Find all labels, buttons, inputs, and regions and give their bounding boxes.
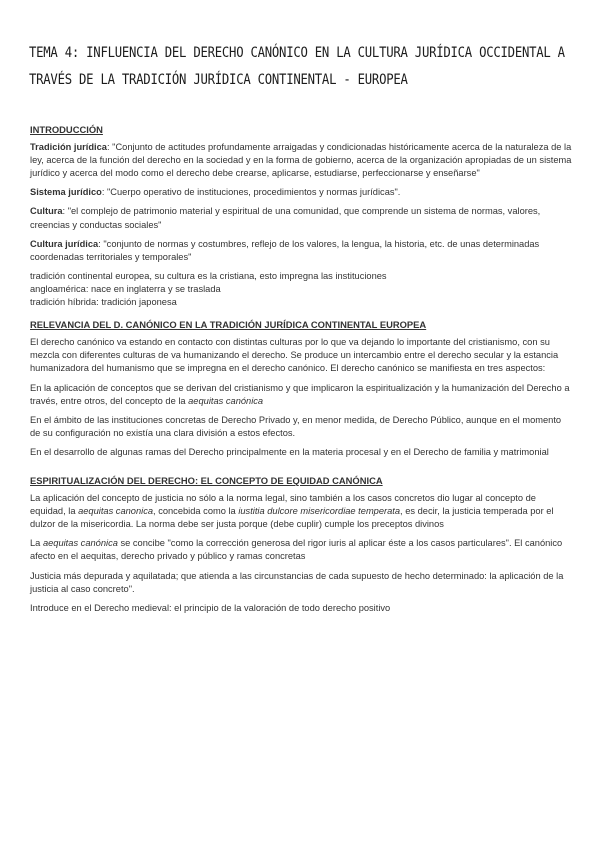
definition-text: : "el complejo de patrimonio material y espiritual de una comunidad, que comprende un sistema de normas, valores, creencias y conductas sociales": [30, 206, 541, 230]
definition-cultura: [30, 205, 573, 231]
paragraph-text: La aplicación del concepto de justicia no sólo a la norma legal, sino también a los casos concretos dio lugar al concepto de equidad, la: [30, 493, 536, 517]
paragraph: En el ámbito de las instituciones concretas de Derecho Privado y, en menor medida, de Derecho Público, aunque en el momento de su configuración no existía una clara división a estos efectos.: [30, 414, 562, 438]
paragraph: El derecho canónico va estando en contacto con distintas culturas por lo que va dejando lo importante del cristianismo, con su mezcla con diferentes culturas de va humanizando el derecho. Se produce un intercambio entre el derecho secular y la estancia humanizadora del humanismo que se impregna en el derecho canónico. El derecho canónico se manifiesta en tres aspectos:: [30, 337, 559, 374]
definition-cultura-juridica: [30, 238, 573, 264]
term: Cultura: [30, 206, 63, 217]
note-line: tradición híbrida: tradición japonesa: [30, 297, 177, 308]
paragraph: En el desarrollo de algunas ramas del Derecho principalmente en la materia procesal y en el Derecho de familia y matrimonial: [30, 446, 549, 457]
paragraph-text: , es decir, la justicia temperada por el dulzor de la misericordia. La norma debe ser justa porque (debe cuplir) cumple los preceptos divinos: [30, 506, 554, 530]
paragraph-text: En la aplicación de conceptos que se derivan del cristianismo y que implicaron la espiritualización y la humanización del Derecho a través, entre otros, del concepto de la: [30, 382, 570, 406]
paragraph: [30, 492, 573, 531]
section-heading-relevancia: RELEVANCIA DEL D. CANÓNICO EN LA TRADICIÓN JURÍDICA CONTINENTAL EUROPEA: [30, 319, 427, 331]
term: Sistema jurídico: [30, 187, 102, 198]
italic-term: aequitas canónica: [188, 395, 264, 406]
document-body: [30, 123, 573, 621]
page-title: [29, 40, 579, 94]
note-line: angloamérica: nace en inglaterra y se traslada: [30, 283, 221, 294]
paragraph-text: , concebida como la: [153, 506, 239, 517]
section-heading-introduccion: INTRODUCCIÓN: [30, 124, 103, 135]
paragraph: [30, 537, 573, 563]
paragraph: Justicia más depurada y aquilatada; que atienda a las circunstancias de cada supuesto de hecho determinado: la aplicación de la justicia al caso concreto".: [30, 570, 564, 594]
term: Cultura jurídica: [30, 238, 99, 249]
definition-text: : "conjunto de normas y costumbres, reflejo de los valores, la lengua, la historia, etc. de unas determinadas coordenadas territoriales y temporales": [30, 238, 540, 262]
paragraph-text: se concibe "como la corrección generosa del rigor iuris al aplicar éste a los casos particulares". El canónico afecto en el aequitas, derecho privado y público y ramas concretas: [30, 538, 563, 562]
term: Tradición jurídica: [30, 142, 107, 153]
italic-term: aequitas canónica: [42, 538, 118, 549]
italic-term: aequitas canonica: [78, 506, 154, 517]
paragraph: Introduce en el Derecho medieval: el principio de la valoración de todo derecho positivo: [30, 602, 391, 613]
definition-tradicion-juridica: [30, 141, 573, 180]
definition-sistema-juridico: [30, 186, 573, 199]
title-line-1: TEMA 4: INFLUENCIA DEL DERECHO CANÓNICO EN LA CULTURA JURÍDICA OCCIDENTAL A: [29, 45, 565, 61]
definition-text: : "Conjunto de actitudes profundamente arraigadas y condicionadas históricamente acerca de la naturaleza de la ley, acerca de la función del derecho en la sociedad y en la forma de gobierno, acerca de la organización apropiadas de un sistema jurídico y acerca del modo como el derecho debe crearse, aplicarse, estudiarse, perfeccionarse y enseñarse": [30, 142, 572, 179]
italic-term: iustitia dulcore misericordiae temperata: [238, 506, 401, 517]
title-line-2: TRAVÉS DE LA TRADICIÓN JURÍDICA CONTINENTAL - EUROPEA: [29, 72, 408, 88]
note-line: tradición continental europea, su cultura es la cristiana, esto impregna las instituciones: [30, 270, 387, 281]
paragraph-text: La: [30, 538, 43, 549]
definition-text: : "Cuerpo operativo de instituciones, procedimientos y normas jurídicas".: [101, 187, 401, 198]
section-heading-espiritualizacion: ESPIRITUALIZACIÓN DEL DERECHO: EL CONCEPTO DE EQUIDAD CANÓNICA: [30, 474, 383, 486]
paragraph: [30, 382, 573, 408]
